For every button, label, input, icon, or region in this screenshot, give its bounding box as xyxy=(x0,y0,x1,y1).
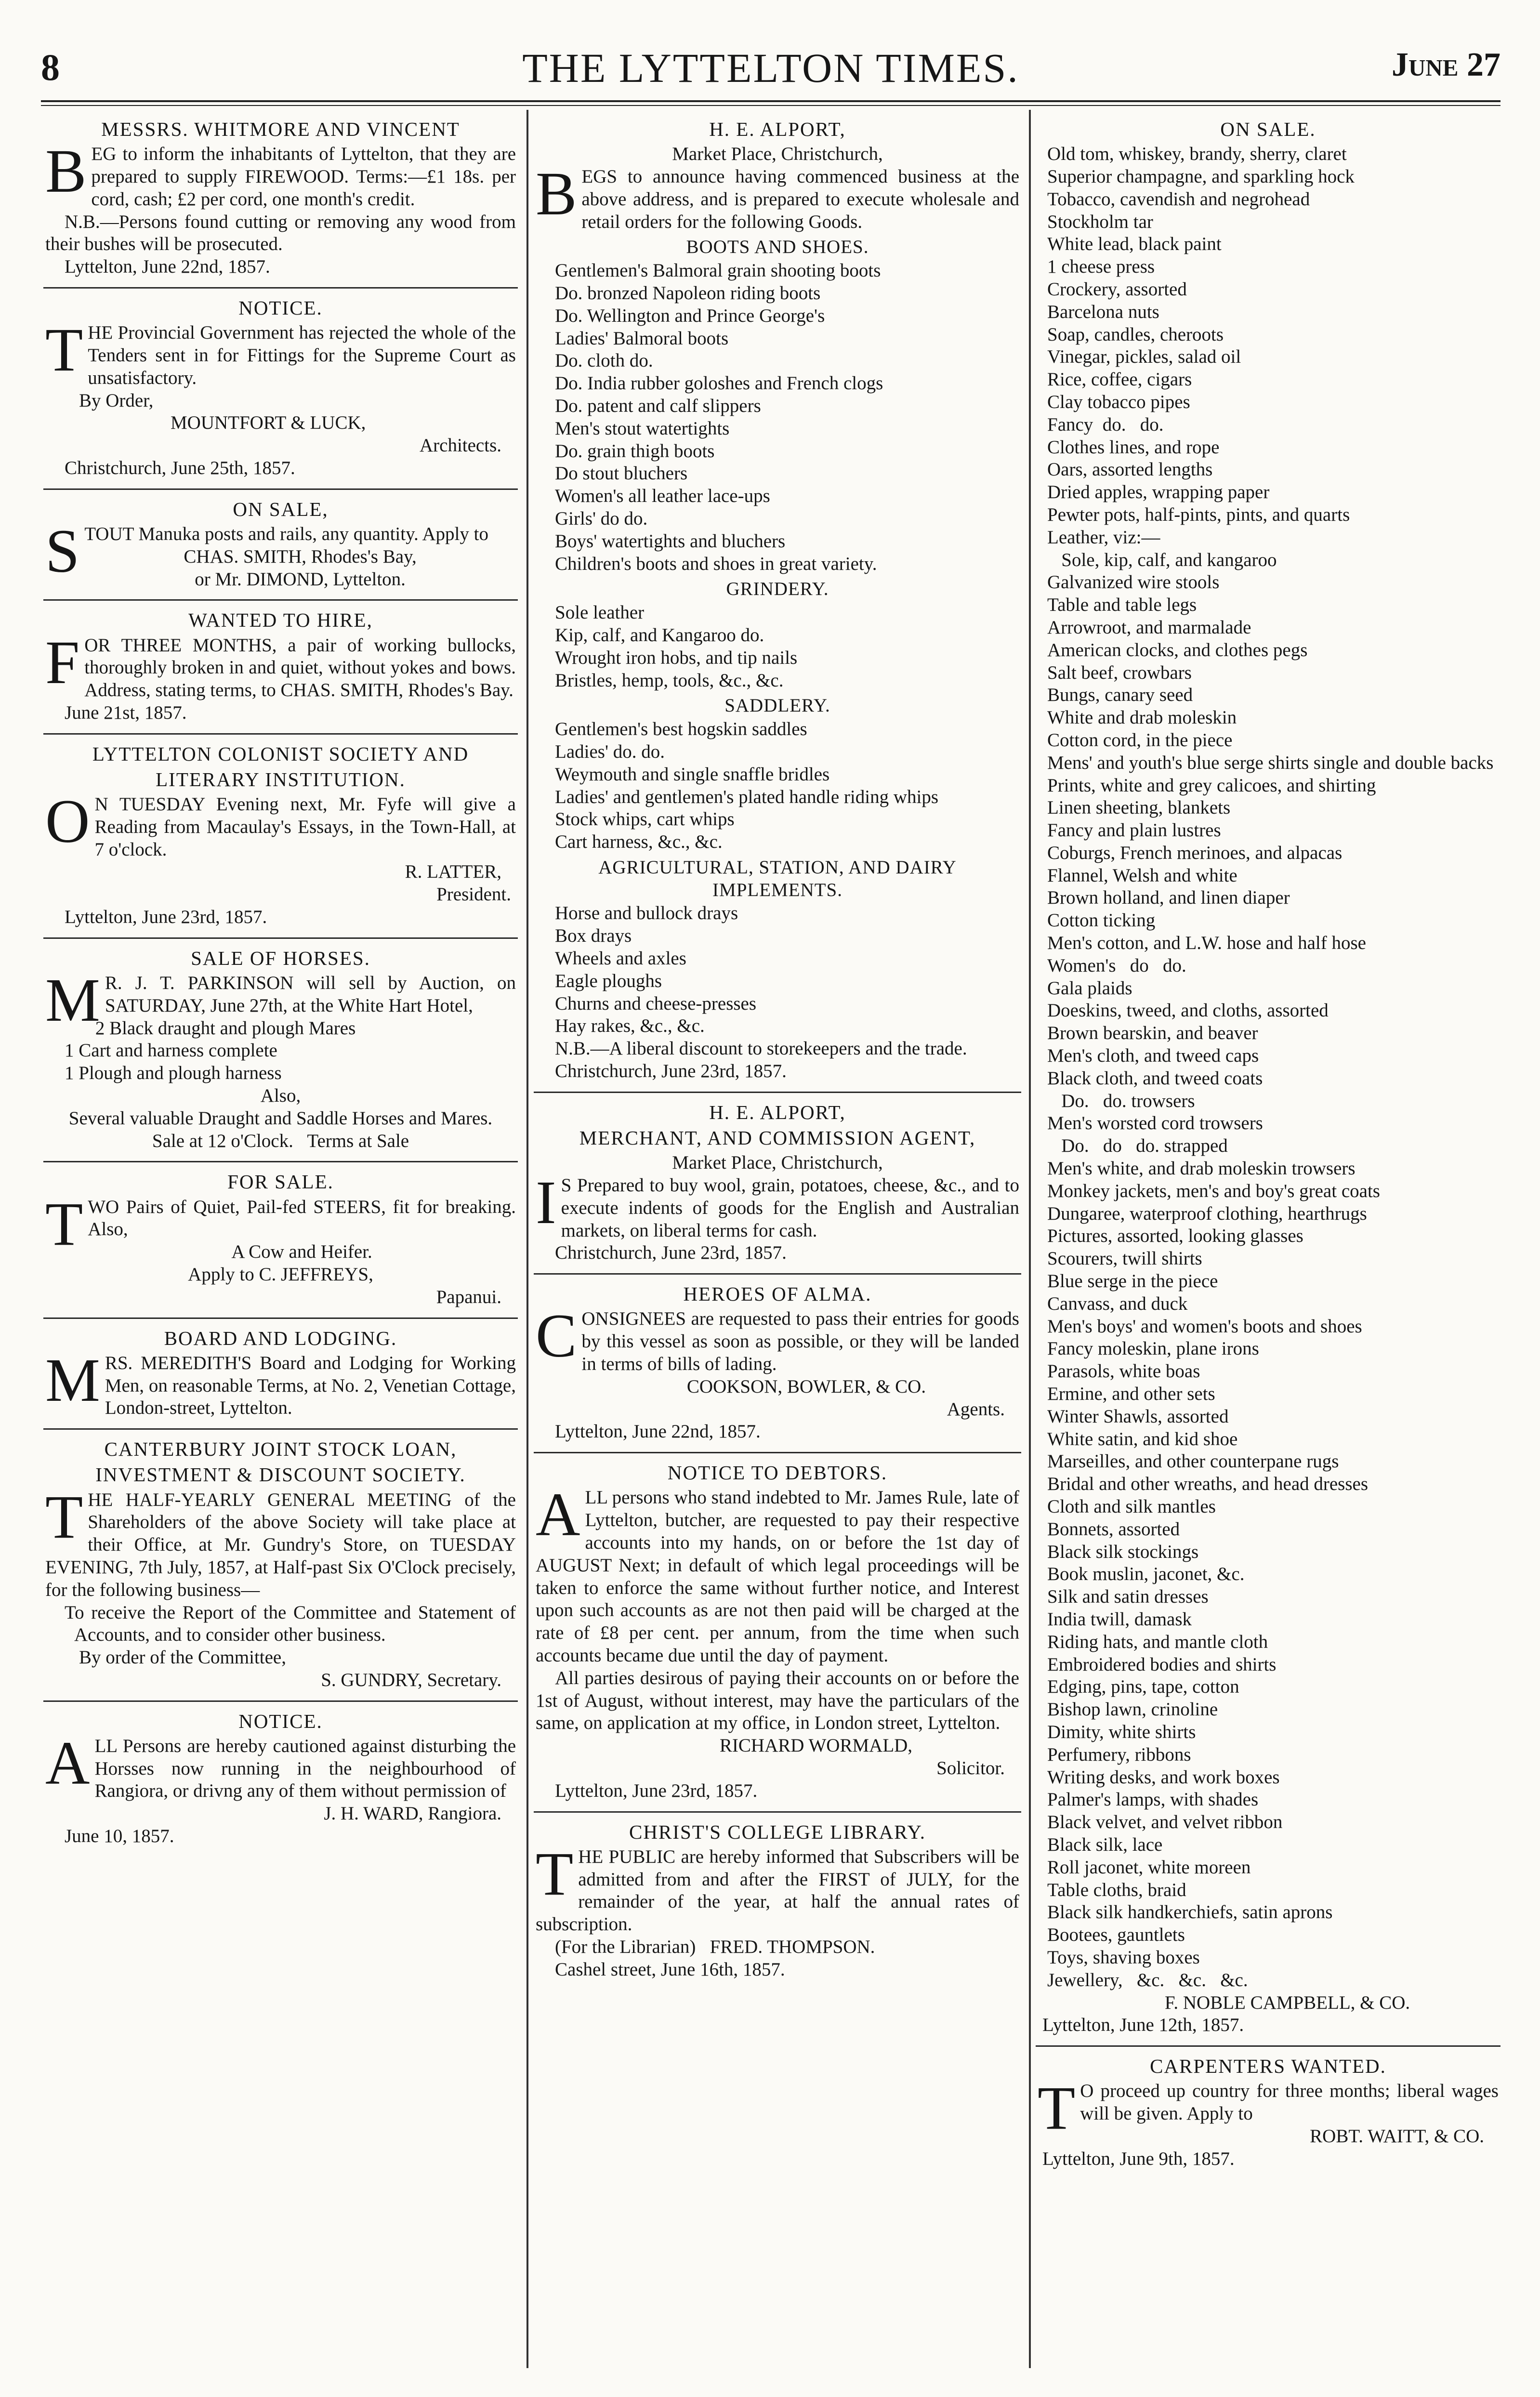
list-item: Toys, shaving boxes xyxy=(1047,1947,1200,1968)
list-item: Barcelona nuts xyxy=(1047,301,1159,322)
ad-alport-merchant xyxy=(534,1101,1021,1275)
list-item: Ladies' Balmoral boots xyxy=(555,328,729,349)
ad-dateline: Lyttelton, June 9th, 1857. xyxy=(1042,2148,1235,2169)
list-item: Embroidered bodies and shirts xyxy=(1047,1654,1277,1675)
list-item: Fancy moleskin, plane irons xyxy=(1047,1338,1259,1359)
ad-heading: H. E. ALPORT, xyxy=(709,118,846,140)
list-item: Men's worsted cord trowsers xyxy=(1047,1113,1263,1134)
list-item: Canvass, and duck xyxy=(1047,1293,1188,1314)
list-item: Old tom, whiskey, brandy, sherry, claret xyxy=(1047,144,1347,165)
ad-body-2: All parties desirous of paying their accounts on or before the 1st of August, without interest, may have the particulars of the same, on application at my office, in London street, Lyttelton. xyxy=(536,1667,1019,1734)
list-item: Ladies' and gentlemen's plated handle riding whips xyxy=(555,786,939,807)
ad-whitmore-vincent xyxy=(43,118,518,289)
ad-line-1: A Cow and Heifer. xyxy=(231,1241,372,1263)
list-item: Bungs, canary seed xyxy=(1047,685,1193,706)
list-item: Doeskins, tweed, and cloths, assorted xyxy=(1047,1000,1329,1021)
ad-heading: WANTED TO HIRE, xyxy=(188,609,373,632)
ad-business: To receive the Report of the Committee and Statement of Accounts, and to consider other business. xyxy=(65,1602,516,1646)
ad-by-order: By order of the Committee, xyxy=(79,1647,286,1668)
masthead-rule-bottom xyxy=(41,105,1501,106)
ad-dateline: Cashel street, June 16th, 1857. xyxy=(555,1959,785,1980)
list-item: Crockery, assorted xyxy=(1047,278,1187,300)
ad-on-sale-goods xyxy=(1036,118,1501,2047)
ad-notice-to-debtors xyxy=(534,1461,1021,1812)
list-item: Galvanized wire stools xyxy=(1047,572,1220,593)
ad-signer-role: Solicitor. xyxy=(936,1757,1005,1778)
ad-note: N.B.—A liberal discount to storekeepers and the trade. xyxy=(555,1038,967,1059)
list-item: Gala plaids xyxy=(1047,977,1132,999)
list-item: Men's cloth, and tweed caps xyxy=(1047,1045,1259,1067)
goods-list xyxy=(1038,143,1499,1991)
ad-signer: MOUNTFORT & LUCK, xyxy=(171,412,366,434)
list-item: Jewellery, &c. &c. &c. xyxy=(1047,1969,1248,1990)
list-item: Bonnets, assorted xyxy=(1047,1518,1180,1540)
list-item: Do. patent and calf slippers xyxy=(555,395,761,416)
list-item: Sole leather xyxy=(555,602,645,623)
list-item: Winter Shawls, assorted xyxy=(1047,1406,1229,1427)
list-item: Churns and cheese-presses xyxy=(555,993,757,1014)
column-2 xyxy=(534,114,1021,2368)
ad-for-sale-steers xyxy=(43,1170,518,1318)
ad-dateline: Lyttelton, June 22nd, 1857. xyxy=(555,1421,761,1442)
ad-signer: S. GUNDRY, Secretary. xyxy=(321,1669,501,1690)
grindery-list xyxy=(536,602,1019,692)
list-item: India twill, damask xyxy=(1047,1608,1192,1630)
list-item: Brown holland, and linen diaper xyxy=(1047,887,1290,909)
ad-body: TO proceed up country for three months; liberal wages will be given. Apply to xyxy=(1038,2074,1499,2143)
ad-address: Market Place, Christchurch, xyxy=(672,144,883,165)
list-item: Children's boots and shoes in great variety. xyxy=(555,553,877,574)
ad-heading: SALE OF HORSES. xyxy=(191,947,370,969)
list-item: Fancy do. do. xyxy=(1047,414,1164,435)
ad-heading: ON SALE. xyxy=(1220,118,1316,140)
list-item: Ladies' do. do. xyxy=(555,741,665,762)
list-item: Vinegar, pickles, salad oil xyxy=(1047,346,1241,368)
ad-signer: COOKSON, BOWLER, & CO. xyxy=(686,1376,926,1397)
ad-signer: R. LATTER, xyxy=(405,861,501,882)
ad-heading: BOARD AND LODGING. xyxy=(164,1327,397,1349)
ad-heading-2: MERCHANT, AND COMMISSION AGENT, xyxy=(579,1127,976,1149)
ad-heading: ON SALE, xyxy=(233,498,329,520)
ad-college-library xyxy=(534,1820,1021,1990)
list-item: Coburgs, French merinoes, and alpacas xyxy=(1047,842,1343,863)
ad-body: STOUT Manuka posts and rails, any quantity. Apply to xyxy=(45,516,488,585)
ad-body: CONSIGNEES are requested to pass their entries for goods by this vessel as soon as possible, or they will be landed in terms of bills of lading. xyxy=(536,1302,1019,1374)
list-item: Roll jaconet, white moreen xyxy=(1047,1857,1251,1878)
ad-item-list xyxy=(45,1017,516,1085)
list-item: Black silk stockings xyxy=(1047,1541,1199,1562)
list-item: Do. do. trowsers xyxy=(1047,1090,1195,1111)
ad-heading: LYTTELTON COLONIST SOCIETY AND xyxy=(92,742,469,765)
list-item: Black silk, lace xyxy=(1047,1834,1163,1855)
list-item: Men's white, and drab moleskin trowsers xyxy=(1047,1158,1356,1179)
list-item: Superior champagne, and sparkling hock xyxy=(1047,166,1355,187)
list-item: Black cloth, and tweed coats xyxy=(1047,1067,1263,1089)
list-item: Marseilles, and other counterpane rugs xyxy=(1047,1451,1339,1472)
agricultural-list xyxy=(536,902,1019,1038)
list-item: Dungaree, waterproof clothing, hearthrugs xyxy=(1047,1203,1367,1224)
list-item: Bishop lawn, crinoline xyxy=(1047,1699,1218,1720)
section-heading-agricultural: AGRICULTURAL, STATION, AND DAIRY IMPLEMENTS. xyxy=(598,856,957,900)
ad-heading: HEROES OF ALMA. xyxy=(683,1283,872,1305)
list-item: Oars, assorted lengths xyxy=(1047,459,1213,480)
ad-notice-horses xyxy=(43,1710,518,1857)
boots-list xyxy=(536,260,1019,575)
ad-sale-of-horses xyxy=(43,947,518,1163)
list-item: Clay tobacco pipes xyxy=(1047,391,1190,412)
ad-stout-posts xyxy=(43,498,518,601)
list-item: Wheels and axles xyxy=(555,948,686,969)
ad-carpenters-wanted xyxy=(1036,2055,1501,2179)
list-item: Blue serge in the piece xyxy=(1047,1271,1218,1292)
list-item: Cart harness, &c., &c. xyxy=(555,831,723,853)
list-item: Sole, kip, calf, and kangaroo xyxy=(1047,549,1277,570)
list-item: Mens' and youth's blue serge shirts single and double backs xyxy=(1047,752,1494,773)
ad-dateline: Christchurch, June 23rd, 1857. xyxy=(555,1061,787,1082)
ad-colonist-society xyxy=(43,742,518,939)
ad-dateline: Lyttelton, June 22nd, 1857. xyxy=(65,256,270,277)
list-item: Women's all leather lace-ups xyxy=(555,486,770,507)
list-item: Do. cloth do. xyxy=(555,350,653,371)
list-item: Pictures, assorted, looking glasses xyxy=(1047,1225,1303,1247)
list-item: Flannel, Welsh and white xyxy=(1047,865,1237,886)
list-item: Linen sheeting, blankets xyxy=(1047,797,1231,818)
list-item: Dried apples, wrapping paper xyxy=(1047,482,1270,503)
list-item: Do. Wellington and Prince George's xyxy=(555,305,825,326)
list-item: Writing desks, and work boxes xyxy=(1047,1766,1280,1788)
ad-body: TWO Pairs of Quiet, Pail-fed STEERS, fit for breaking. Also, xyxy=(45,1189,516,1258)
ad-dateline: June 10, 1857. xyxy=(65,1826,174,1847)
ad-body: MRS. MEREDITH'S Board and Lodging for Working Men, on reasonable Terms, at No. 2, Venetian Cottage, London-street, Lyttelton. xyxy=(45,1345,516,1419)
masthead-rule-top xyxy=(41,100,1501,102)
column-1 xyxy=(43,114,518,2368)
list-item: Black silk handkerchiefs, satin aprons xyxy=(1047,1902,1333,1923)
ad-canterbury-society xyxy=(43,1437,518,1702)
ad-body: THE PUBLIC are hereby informed that Subscribers will be admitted from and after the FIRST of JULY, for the remainder of the year, at half the annual rates of subscription. xyxy=(536,1839,1019,1935)
ad-notice-provincial xyxy=(43,296,518,490)
list-item: Tobacco, cavendish and negrohead xyxy=(1047,188,1310,210)
ad-heading-2: LITERARY INSTITUTION. xyxy=(156,768,406,790)
list-item: Bridal and other wreaths, and head dresses xyxy=(1047,1474,1369,1495)
list-item: Table cloths, braid xyxy=(1047,1879,1186,1900)
ad-signer-role: Agents. xyxy=(947,1398,1005,1420)
ad-signer: F. NOBLE CAMPBELL, & CO. xyxy=(1164,1992,1410,2013)
list-item: 1 Cart and harness complete xyxy=(65,1040,277,1061)
ad-heading: CARPENTERS WANTED. xyxy=(1150,2055,1386,2078)
ad-heading: CHRIST'S COLLEGE LIBRARY. xyxy=(629,1820,926,1843)
list-item: Do. India rubber goloshes and French clogs xyxy=(555,373,883,394)
column-divider-2 xyxy=(1029,110,1031,2368)
list-item: Weymouth and single snaffle bridles xyxy=(555,764,830,785)
list-item: White satin, and kid shoe xyxy=(1047,1428,1238,1449)
ad-board-lodging xyxy=(43,1327,518,1430)
list-item: Palmer's lamps, with shades xyxy=(1047,1789,1259,1810)
list-item: Leather, viz:— xyxy=(1047,527,1160,548)
ad-contact-2: or Mr. DIMOND, Lyttelton. xyxy=(195,568,406,590)
section-heading-saddlery: SADDLERY. xyxy=(724,695,830,716)
section-heading-grindery: GRINDERY. xyxy=(726,579,829,600)
ad-also: Also, xyxy=(260,1085,301,1106)
list-item: Eagle ploughs xyxy=(555,970,662,991)
ad-body: THE HALF-YEARLY GENERAL MEETING of the Shareholders of the above Society will take place at their Office, at Mr. Gundry's Store, on TUESDAY EVENING, 7th July, 1857, at Half-past Six O'Clock precisely, for the following business— xyxy=(45,1482,516,1600)
ad-dateline: Lyttelton, June 23rd, 1857. xyxy=(555,1780,758,1801)
list-item: Bootees, gauntlets xyxy=(1047,1924,1185,1946)
list-item: Do. bronzed Napoleon riding boots xyxy=(555,282,821,303)
list-item: Cloth and silk mantles xyxy=(1047,1496,1216,1517)
list-item: Cotton ticking xyxy=(1047,910,1156,931)
list-item: White and drab moleskin xyxy=(1047,707,1237,728)
ad-several: Several valuable Draught and Saddle Horses and Mares. xyxy=(68,1107,493,1129)
list-item: Clothes lines, and rope xyxy=(1047,436,1220,458)
list-item: Men's cotton, and L.W. hose and half hose xyxy=(1047,933,1366,954)
list-item: Table and table legs xyxy=(1047,594,1197,616)
ad-line-3: Papanui. xyxy=(436,1286,501,1307)
list-item: Ermine, and other sets xyxy=(1047,1383,1215,1405)
ad-body: MR. J. T. PARKINSON will sell by Auction, on SATURDAY, June 27th, at the White Hart Hotel, xyxy=(45,966,516,1035)
list-item: 1 cheese press xyxy=(1047,256,1155,277)
list-item: Men's boys' and women's boots and shoes xyxy=(1047,1316,1362,1337)
ad-heading: NOTICE TO DEBTORS. xyxy=(667,1462,888,1484)
issue-date: June 27 xyxy=(1392,46,1501,83)
ad-heading: H. E. ALPORT, xyxy=(709,1101,846,1123)
ad-signer: RICHARD WORMALD, xyxy=(719,1735,913,1756)
list-item: Stockholm tar xyxy=(1047,211,1153,232)
ad-body: IS Prepared to buy wool, grain, potatoes, cheese, &c., and to execute indents of goods for the English and Australian markets, on liberal terms for cash. xyxy=(536,1168,1019,1241)
ad-heading: NOTICE. xyxy=(238,1710,323,1732)
ad-body: BEGS to announce having commenced business at the above address, and is prepared to execute wholesale and retail orders for the following Goods. xyxy=(536,159,1019,232)
list-item: Rice, coffee, cigars xyxy=(1047,369,1192,390)
ad-signer: ROBT. WAITT, & CO. xyxy=(1310,2125,1484,2147)
ad-signer-role: President. xyxy=(436,884,511,905)
list-item: Perfumery, ribbons xyxy=(1047,1744,1191,1765)
ad-alport-goods xyxy=(534,118,1021,1093)
list-item: Fancy and plain lustres xyxy=(1047,820,1221,841)
list-item: Do. grain thigh boots xyxy=(555,440,715,461)
ad-body: THE Provincial Government has rejected the whole of the Tenders sent in for Fittings for the Supreme Court as unsatisfactory. xyxy=(45,316,516,388)
newspaper-title: THE LYTTELTON TIMES. xyxy=(522,45,1019,91)
list-item: White lead, black paint xyxy=(1047,234,1222,255)
page-number: 8 xyxy=(41,46,60,88)
list-item: Girls' do do. xyxy=(555,508,648,529)
list-item: Women's do do. xyxy=(1047,955,1186,976)
list-item: Scourers, twill shirts xyxy=(1047,1248,1202,1269)
ad-dateline: June 21st, 1857. xyxy=(65,702,187,723)
ad-contact-1: CHAS. SMITH, Rhodes's Bay, xyxy=(184,546,417,567)
list-item: Prints, white and grey calicoes, and shirting xyxy=(1047,775,1376,796)
ad-note: N.B.—Persons found cutting or removing any wood from their bushes will be prosecuted. xyxy=(45,211,516,255)
list-item: Box drays xyxy=(555,925,632,947)
list-item: Kip, calf, and Kangaroo do. xyxy=(555,624,764,645)
ad-body: ALL persons who stand indebted to Mr. James Rule, late of Lyttelton, butcher, are requested to pay their respective accounts into my hands, on or before the 1st day of AUGUST Next; in default of which legal proceedings will be taken to enforce the same without further notice, and Interest upon such accounts as are not then paid will be charged at the rate of £8 per cent. per annum, from the time when such accounts became due until the day of payment. xyxy=(536,1480,1019,1666)
column-3 xyxy=(1036,114,1501,2368)
list-item: Salt beef, crowbars xyxy=(1047,662,1192,683)
ad-dateline: Lyttelton, June 23rd, 1857. xyxy=(65,907,267,928)
list-item: Do stout bluchers xyxy=(555,463,688,484)
ad-body: ALL Persons are hereby cautioned against disturbing the Horsses now running in the neighbourhood of Rangiora, or drivng any of them without permission of xyxy=(45,1728,516,1802)
ad-by-order: By Order, xyxy=(79,390,154,411)
list-item: Parasols, white boas xyxy=(1047,1361,1200,1382)
ad-terms: Sale at 12 o'Clock. Terms at Sale xyxy=(152,1130,409,1151)
list-item: Dimity, white shirts xyxy=(1047,1721,1196,1742)
list-item: Cotton cord, in the piece xyxy=(1047,729,1233,751)
list-item: Hay rakes, &c., &c. xyxy=(555,1015,705,1037)
list-item: Gentlemen's best hogskin saddles xyxy=(555,719,807,740)
list-item: 1 Plough and plough harness xyxy=(65,1063,282,1084)
list-item: Men's stout watertights xyxy=(555,418,730,439)
column-divider-1 xyxy=(526,110,528,2368)
list-item: Black velvet, and velvet ribbon xyxy=(1047,1812,1283,1833)
ad-line-2: Apply to C. JEFFREYS, xyxy=(188,1264,373,1285)
list-item: Edging, pins, tape, cotton xyxy=(1047,1676,1239,1698)
saddlery-list xyxy=(536,718,1019,854)
list-item: Silk and satin dresses xyxy=(1047,1586,1209,1607)
list-item: 2 Black draught and plough Mares xyxy=(95,1017,356,1039)
list-item: Brown bearskin, and beaver xyxy=(1047,1023,1258,1044)
masthead xyxy=(41,46,1501,104)
ad-body: ON TUESDAY Evening next, Mr. Fyfe will give a Reading from Macaulay's Essays, in the Town-Hall, at 7 o'clock. xyxy=(45,787,516,860)
list-item: Book muslin, jaconet, &c. xyxy=(1047,1564,1245,1585)
ad-heroes-of-alma xyxy=(534,1282,1021,1453)
ad-wanted-to-hire xyxy=(43,608,518,734)
list-item: Bristles, hemp, tools, &c., &c. xyxy=(555,670,784,691)
list-item: Gentlemen's Balmoral grain shooting boots xyxy=(555,260,881,281)
ad-signer: J. H. WARD, Rangiora. xyxy=(324,1803,501,1824)
list-item: Stock whips, cart whips xyxy=(555,809,735,830)
ad-dateline: Christchurch, June 25th, 1857. xyxy=(65,457,295,478)
ad-address: Market Place, Christchurch, xyxy=(672,1152,883,1173)
ad-heading: NOTICE. xyxy=(238,296,323,319)
list-item: Monkey jackets, men's and boy's great coats xyxy=(1047,1180,1380,1201)
list-item: Riding hats, and mantle cloth xyxy=(1047,1631,1268,1652)
ad-heading: FOR SALE. xyxy=(227,1171,334,1193)
list-item: Horse and bullock drays xyxy=(555,903,738,924)
list-item: American clocks, and clothes pegs xyxy=(1047,639,1308,660)
ad-heading: CANTERBURY JOINT STOCK LOAN, xyxy=(104,1438,457,1461)
list-item: Boys' watertights and bluchers xyxy=(555,530,786,552)
ad-body: FOR THREE MONTHS, a pair of working bullocks, thoroughly broken in and quiet, without yokes and bows. Address, stating terms, to CHAS. SMITH, Rhodes's Bay. xyxy=(45,628,516,701)
ad-dateline: Lyttelton, June 12th, 1857. xyxy=(1042,2015,1244,2036)
ad-body: BEG to inform the inhabitants of Lyttelton, that they are prepared to supply FIREWOOD. Terms:—£1 18s. per cord, cash; £2 per cord, one month's credit. xyxy=(45,137,516,210)
ad-signer-role: Architects. xyxy=(419,435,501,456)
ad-heading-2: INVESTMENT & DISCOUNT SOCIETY. xyxy=(95,1463,466,1486)
ad-dateline: Christchurch, June 23rd, 1857. xyxy=(555,1242,787,1264)
list-item: Pewter pots, half-pints, pints, and quarts xyxy=(1047,504,1350,525)
list-item: Wrought iron hobs, and tip nails xyxy=(555,647,798,668)
section-heading-boots: BOOTS AND SHOES. xyxy=(686,237,869,258)
list-item: Arrowroot, and marmalade xyxy=(1047,617,1251,638)
list-item: Do. do do. strapped xyxy=(1047,1135,1228,1157)
ad-heading: MESSRS. WHITMORE AND VINCENT xyxy=(101,118,460,140)
list-item: Soap, candles, cheroots xyxy=(1047,324,1224,345)
ad-signer: (For the Librarian) FRED. THOMPSON. xyxy=(555,1936,875,1957)
